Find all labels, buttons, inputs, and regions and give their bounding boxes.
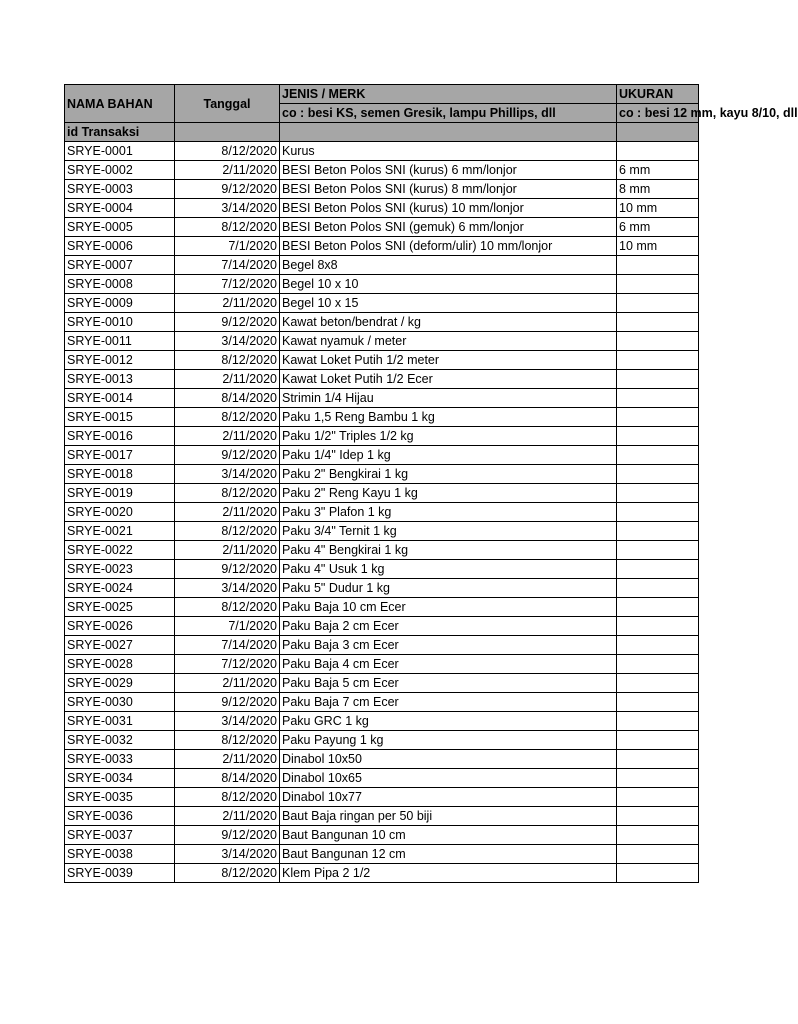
header-tanggal[interactable]: Tanggal <box>175 85 280 123</box>
cell-ukuran[interactable] <box>617 693 699 712</box>
cell-jenis-merk[interactable]: Paku 3" Plafon 1 kg <box>280 503 617 522</box>
cell-ukuran[interactable] <box>617 579 699 598</box>
cell-ukuran[interactable] <box>617 351 699 370</box>
cell-jenis-merk[interactable]: BESI Beton Polos SNI (kurus) 8 mm/lonjor <box>280 180 617 199</box>
cell-jenis-merk[interactable]: Klem Pipa 2 1/2 <box>280 864 617 883</box>
cell-ukuran[interactable] <box>617 655 699 674</box>
cell-id-transaksi[interactable]: SRYE-0004 <box>65 199 175 218</box>
cell-tanggal[interactable]: 2/11/2020 <box>175 674 280 693</box>
cell-jenis-merk[interactable]: Paku 3/4" Ternit 1 kg <box>280 522 617 541</box>
cell-ukuran[interactable]: 6 mm <box>617 218 699 237</box>
table-row <box>65 769 699 788</box>
cell-id-transaksi[interactable]: SRYE-0020 <box>65 503 175 522</box>
cell-ukuran[interactable] <box>617 427 699 446</box>
cell-tanggal[interactable]: 8/12/2020 <box>175 864 280 883</box>
cell-tanggal[interactable]: 2/11/2020 <box>175 370 280 389</box>
cell-ukuran[interactable] <box>617 560 699 579</box>
table-row <box>65 370 699 389</box>
cell-id-transaksi[interactable]: SRYE-0037 <box>65 826 175 845</box>
cell-jenis-merk[interactable]: Paku 4" Usuk 1 kg <box>280 560 617 579</box>
cell-id-transaksi[interactable]: SRYE-0009 <box>65 294 175 313</box>
header-ukuran[interactable]: UKURAN <box>617 85 699 104</box>
cell-id-transaksi[interactable]: SRYE-0010 <box>65 313 175 332</box>
cell-id-transaksi[interactable]: SRYE-0039 <box>65 864 175 883</box>
cell-tanggal[interactable]: 7/12/2020 <box>175 655 280 674</box>
table-row <box>65 731 699 750</box>
cell-id-transaksi[interactable]: SRYE-0008 <box>65 275 175 294</box>
cell-jenis-merk[interactable]: Paku 2" Bengkirai 1 kg <box>280 465 617 484</box>
cell-tanggal[interactable]: 9/12/2020 <box>175 313 280 332</box>
cell-jenis-merk[interactable]: Dinabol 10x50 <box>280 750 617 769</box>
cell-tanggal[interactable]: 7/12/2020 <box>175 275 280 294</box>
table-row <box>65 332 699 351</box>
cell-tanggal[interactable]: 3/14/2020 <box>175 579 280 598</box>
cell-id-transaksi[interactable]: SRYE-0038 <box>65 845 175 864</box>
table-row <box>65 465 699 484</box>
table-row <box>65 313 699 332</box>
cell-tanggal[interactable]: 8/12/2020 <box>175 351 280 370</box>
cell-ukuran[interactable] <box>617 332 699 351</box>
cell-jenis-merk[interactable]: Baut Bangunan 12 cm <box>280 845 617 864</box>
cell-tanggal[interactable]: 9/12/2020 <box>175 693 280 712</box>
cell-tanggal[interactable]: 7/1/2020 <box>175 237 280 256</box>
cell-jenis-merk[interactable]: Paku 1/2" Triples 1/2 kg <box>280 427 617 446</box>
cell-id-transaksi[interactable]: SRYE-0011 <box>65 332 175 351</box>
cell-id-transaksi[interactable]: SRYE-0012 <box>65 351 175 370</box>
cell-ukuran[interactable] <box>617 845 699 864</box>
cell-tanggal[interactable]: 3/14/2020 <box>175 199 280 218</box>
cell-ukuran[interactable] <box>617 294 699 313</box>
cell-jenis-merk[interactable]: BESI Beton Polos SNI (gemuk) 6 mm/lonjor <box>280 218 617 237</box>
table-row <box>65 503 699 522</box>
cell-ukuran[interactable] <box>617 636 699 655</box>
header-row-top <box>65 85 699 104</box>
table-row <box>65 237 699 256</box>
cell-ukuran[interactable] <box>617 465 699 484</box>
table-row <box>65 256 699 275</box>
cell-ukuran[interactable] <box>617 503 699 522</box>
cell-ukuran[interactable] <box>617 408 699 427</box>
cell-ukuran[interactable] <box>617 446 699 465</box>
cell-id-transaksi[interactable]: SRYE-0015 <box>65 408 175 427</box>
table-row <box>65 655 699 674</box>
cell-jenis-merk[interactable]: Paku Baja 3 cm Ecer <box>280 636 617 655</box>
cell-tanggal[interactable]: 2/11/2020 <box>175 161 280 180</box>
cell-id-transaksi[interactable]: SRYE-0005 <box>65 218 175 237</box>
cell-jenis-merk[interactable]: Begel 10 x 10 <box>280 275 617 294</box>
table-row <box>65 275 699 294</box>
cell-id-transaksi[interactable]: SRYE-0032 <box>65 731 175 750</box>
table-row <box>65 712 699 731</box>
cell-jenis-merk[interactable]: Dinabol 10x77 <box>280 788 617 807</box>
cell-jenis-merk[interactable]: Paku Baja 10 cm Ecer <box>280 598 617 617</box>
cell-tanggal[interactable]: 8/12/2020 <box>175 598 280 617</box>
cell-id-transaksi[interactable]: SRYE-0033 <box>65 750 175 769</box>
cell-tanggal[interactable]: 9/12/2020 <box>175 446 280 465</box>
cell-id-transaksi[interactable]: SRYE-0022 <box>65 541 175 560</box>
cell-ukuran[interactable] <box>617 788 699 807</box>
cell-tanggal[interactable]: 8/12/2020 <box>175 142 280 161</box>
cell-tanggal[interactable]: 2/11/2020 <box>175 427 280 446</box>
cell-tanggal[interactable]: 2/11/2020 <box>175 294 280 313</box>
cell-ukuran[interactable] <box>617 769 699 788</box>
cell-ukuran[interactable]: 10 mm <box>617 199 699 218</box>
cell-ukuran[interactable] <box>617 484 699 503</box>
cell-jenis-merk[interactable]: BESI Beton Polos SNI (kurus) 10 mm/lonjor <box>280 199 617 218</box>
table-row <box>65 807 699 826</box>
cell-tanggal[interactable]: 2/11/2020 <box>175 807 280 826</box>
cell-ukuran[interactable] <box>617 750 699 769</box>
cell-ukuran[interactable] <box>617 522 699 541</box>
cell-tanggal[interactable]: 8/12/2020 <box>175 788 280 807</box>
table-row <box>65 389 699 408</box>
cell-jenis-merk[interactable]: Paku 5" Dudur 1 kg <box>280 579 617 598</box>
cell-id-transaksi[interactable]: SRYE-0030 <box>65 693 175 712</box>
cell-tanggal[interactable]: 3/14/2020 <box>175 712 280 731</box>
cell-id-transaksi[interactable]: SRYE-0007 <box>65 256 175 275</box>
table-row <box>65 427 699 446</box>
cell-tanggal[interactable]: 8/12/2020 <box>175 218 280 237</box>
cell-jenis-merk[interactable]: Paku 1/4" Idep 1 kg <box>280 446 617 465</box>
cell-id-transaksi[interactable]: SRYE-0034 <box>65 769 175 788</box>
table-row <box>65 560 699 579</box>
table-row <box>65 161 699 180</box>
cell-jenis-merk[interactable]: Paku GRC 1 kg <box>280 712 617 731</box>
table-row <box>65 541 699 560</box>
cell-ukuran[interactable]: 10 mm <box>617 237 699 256</box>
cell-id-transaksi[interactable]: SRYE-0023 <box>65 560 175 579</box>
table-row <box>65 864 699 883</box>
cell-id-transaksi[interactable]: SRYE-0026 <box>65 617 175 636</box>
table-row <box>65 788 699 807</box>
cell-jenis-merk[interactable]: Paku Baja 7 cm Ecer <box>280 693 617 712</box>
header-nama-bahan[interactable]: NAMA BAHAN <box>65 85 175 123</box>
cell-tanggal[interactable]: 9/12/2020 <box>175 180 280 199</box>
cell-id-transaksi[interactable]: SRYE-0025 <box>65 598 175 617</box>
header-empty-cell[interactable] <box>175 123 280 142</box>
cell-id-transaksi[interactable]: SRYE-0006 <box>65 237 175 256</box>
cell-jenis-merk[interactable]: Paku Payung 1 kg <box>280 731 617 750</box>
cell-ukuran[interactable] <box>617 275 699 294</box>
table-row <box>65 408 699 427</box>
cell-tanggal[interactable]: 9/12/2020 <box>175 560 280 579</box>
cell-jenis-merk[interactable]: Begel 10 x 15 <box>280 294 617 313</box>
cell-tanggal[interactable]: 2/11/2020 <box>175 750 280 769</box>
header-row-id <box>65 123 699 142</box>
table-row <box>65 674 699 693</box>
header-jenis-example[interactable]: co : besi KS, semen Gresik, lampu Phillips, dll <box>280 104 617 123</box>
cell-id-transaksi[interactable]: SRYE-0014 <box>65 389 175 408</box>
cell-jenis-merk[interactable]: Paku Baja 5 cm Ecer <box>280 674 617 693</box>
table-row <box>65 693 699 712</box>
table-row <box>65 294 699 313</box>
table-row <box>65 636 699 655</box>
cell-ukuran[interactable]: 6 mm <box>617 161 699 180</box>
cell-ukuran[interactable] <box>617 674 699 693</box>
table-row <box>65 845 699 864</box>
cell-jenis-merk[interactable]: Paku 2" Reng Kayu 1 kg <box>280 484 617 503</box>
cell-tanggal[interactable]: 7/14/2020 <box>175 256 280 275</box>
cell-id-transaksi[interactable]: SRYE-0036 <box>65 807 175 826</box>
cell-ukuran[interactable] <box>617 712 699 731</box>
cell-tanggal[interactable]: 7/1/2020 <box>175 617 280 636</box>
table-row <box>65 750 699 769</box>
cell-jenis-merk[interactable]: Paku Baja 2 cm Ecer <box>280 617 617 636</box>
cell-tanggal[interactable]: 8/12/2020 <box>175 484 280 503</box>
cell-jenis-merk[interactable]: Baut Bangunan 10 cm <box>280 826 617 845</box>
cell-ukuran[interactable] <box>617 826 699 845</box>
cell-id-transaksi[interactable]: SRYE-0001 <box>65 142 175 161</box>
cell-id-transaksi[interactable]: SRYE-0029 <box>65 674 175 693</box>
cell-tanggal[interactable]: 8/14/2020 <box>175 769 280 788</box>
table-row <box>65 180 699 199</box>
cell-jenis-merk[interactable]: Strimin 1/4 Hijau <box>280 389 617 408</box>
cell-id-transaksi[interactable]: SRYE-0035 <box>65 788 175 807</box>
cell-tanggal[interactable]: 8/12/2020 <box>175 731 280 750</box>
cell-tanggal[interactable]: 2/11/2020 <box>175 541 280 560</box>
cell-jenis-merk[interactable]: Kawat Loket Putih 1/2 Ecer <box>280 370 617 389</box>
transaction-table <box>64 84 798 883</box>
header-ukuran-example[interactable]: co : besi 12 mm, kayu 8/10, dll <box>617 104 699 123</box>
table-row <box>65 351 699 370</box>
table-row <box>65 617 699 636</box>
cell-tanggal[interactable]: 3/14/2020 <box>175 465 280 484</box>
cell-id-transaksi[interactable]: SRYE-0027 <box>65 636 175 655</box>
cell-jenis-merk[interactable]: Kawat nyamuk / meter <box>280 332 617 351</box>
cell-jenis-merk[interactable]: Kawat Loket Putih 1/2 meter <box>280 351 617 370</box>
header-empty-cell[interactable] <box>617 123 699 142</box>
cell-ukuran[interactable] <box>617 541 699 560</box>
cell-tanggal[interactable]: 9/12/2020 <box>175 826 280 845</box>
header-id-transaksi[interactable]: id Transaksi <box>65 123 175 142</box>
cell-ukuran[interactable] <box>617 617 699 636</box>
table-row <box>65 446 699 465</box>
table-row <box>65 522 699 541</box>
cell-ukuran[interactable] <box>617 731 699 750</box>
cell-ukuran[interactable]: 8 mm <box>617 180 699 199</box>
cell-jenis-merk[interactable]: Begel 8x8 <box>280 256 617 275</box>
cell-ukuran[interactable] <box>617 256 699 275</box>
table-row <box>65 142 699 161</box>
cell-tanggal[interactable]: 8/12/2020 <box>175 522 280 541</box>
table-row <box>65 579 699 598</box>
table-row <box>65 826 699 845</box>
cell-id-transaksi[interactable]: SRYE-0018 <box>65 465 175 484</box>
header-jenis-merk[interactable]: JENIS / MERK <box>280 85 617 104</box>
cell-tanggal[interactable]: 3/14/2020 <box>175 845 280 864</box>
cell-tanggal[interactable]: 8/14/2020 <box>175 389 280 408</box>
cell-id-transaksi[interactable]: SRYE-0021 <box>65 522 175 541</box>
table-row <box>65 218 699 237</box>
cell-tanggal[interactable]: 3/14/2020 <box>175 332 280 351</box>
cell-ukuran[interactable] <box>617 598 699 617</box>
cell-jenis-merk[interactable]: Baut Baja ringan per 50 biji <box>280 807 617 826</box>
header-empty-cell[interactable] <box>280 123 617 142</box>
table-row <box>65 484 699 503</box>
cell-jenis-merk[interactable]: Paku Baja 4 cm Ecer <box>280 655 617 674</box>
cell-tanggal[interactable]: 8/12/2020 <box>175 408 280 427</box>
cell-tanggal[interactable]: 7/14/2020 <box>175 636 280 655</box>
cell-id-transaksi[interactable]: SRYE-0028 <box>65 655 175 674</box>
cell-id-transaksi[interactable]: SRYE-0002 <box>65 161 175 180</box>
cell-ukuran[interactable] <box>617 389 699 408</box>
cell-id-transaksi[interactable]: SRYE-0031 <box>65 712 175 731</box>
cell-tanggal[interactable]: 2/11/2020 <box>175 503 280 522</box>
cell-id-transaksi[interactable]: SRYE-0017 <box>65 446 175 465</box>
cell-ukuran[interactable] <box>617 807 699 826</box>
cell-ukuran[interactable] <box>617 313 699 332</box>
cell-jenis-merk[interactable]: BESI Beton Polos SNI (deform/ulir) 10 mm/lonjor <box>280 237 617 256</box>
cell-jenis-merk[interactable]: BESI Beton Polos SNI (kurus) 6 mm/lonjor <box>280 161 617 180</box>
cell-id-transaksi[interactable]: SRYE-0003 <box>65 180 175 199</box>
cell-jenis-merk[interactable]: Dinabol 10x65 <box>280 769 617 788</box>
cell-id-transaksi[interactable]: SRYE-0016 <box>65 427 175 446</box>
cell-jenis-merk[interactable]: Kawat beton/bendrat / kg <box>280 313 617 332</box>
table-row <box>65 199 699 218</box>
cell-jenis-merk[interactable]: Paku 4" Bengkirai 1 kg <box>280 541 617 560</box>
cell-ukuran[interactable] <box>617 142 699 161</box>
cell-id-transaksi[interactable]: SRYE-0019 <box>65 484 175 503</box>
cell-id-transaksi[interactable]: SRYE-0024 <box>65 579 175 598</box>
cell-jenis-merk[interactable]: Paku 1,5 Reng Bambu 1 kg <box>280 408 617 427</box>
cell-jenis-merk[interactable]: Kurus <box>280 142 617 161</box>
table-row <box>65 598 699 617</box>
cell-ukuran[interactable] <box>617 864 699 883</box>
cell-ukuran[interactable] <box>617 370 699 389</box>
cell-id-transaksi[interactable]: SRYE-0013 <box>65 370 175 389</box>
